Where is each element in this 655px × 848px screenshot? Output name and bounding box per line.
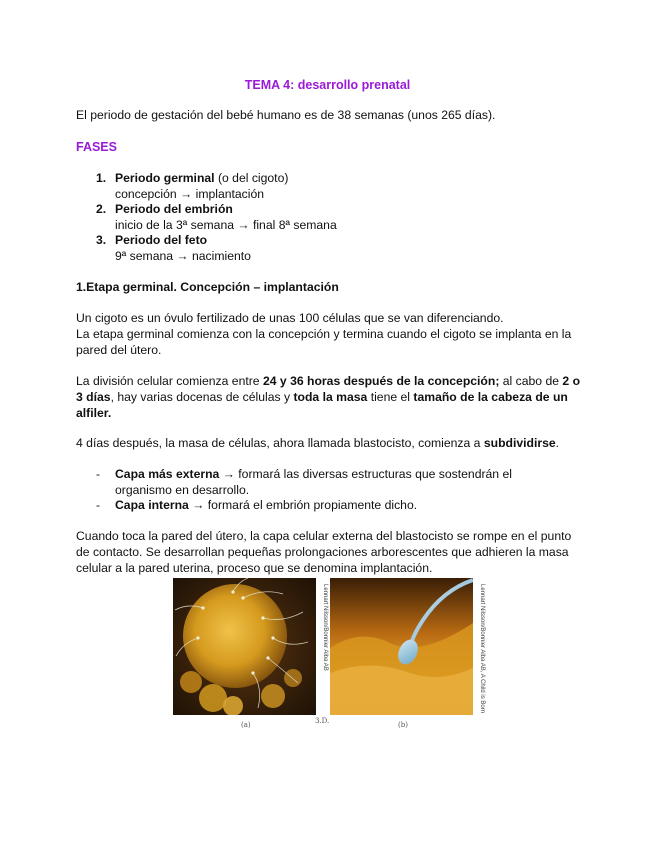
paragraph-line: La etapa germinal comienza con la concepción y termina cuando el cigoto se implanta en la pared del útero. xyxy=(76,327,572,357)
phase-item-2 xyxy=(96,201,536,233)
text-span: , hay varias docenas de células y xyxy=(110,390,294,404)
micrograph-sperm xyxy=(330,578,473,715)
layer-text: → formará el embrión propiamente dicho. xyxy=(188,498,418,512)
figure-caption-mid: 3.D. xyxy=(315,717,330,725)
bold-span: 2 o 3 días xyxy=(76,374,581,404)
paragraph-cigoto xyxy=(76,310,576,358)
text-span: tiene el xyxy=(367,390,414,404)
figure-caption-b: (b) xyxy=(398,721,408,729)
bold-span: subdividirse xyxy=(483,436,556,450)
intro-paragraph: El periodo de gestación del bebé humano es de 38 semanas (unos 265 días). xyxy=(76,108,496,122)
text-span: al cabo de xyxy=(499,374,563,388)
sperm-image xyxy=(330,578,473,715)
paragraph-blastocisto xyxy=(76,435,576,451)
figure-caption-a: (a) xyxy=(241,721,251,729)
phase-name: Periodo del embrión xyxy=(115,202,233,216)
bold-span: 24 y 36 horas después de la concepción; xyxy=(262,374,500,388)
text-span: 4 días después, la masa de células, ahora llamada blastocisto, comienza a xyxy=(76,436,484,450)
text-span: . xyxy=(555,436,560,450)
layer-text: → formará las diversas estructuras que sostendrán el organismo en desarrollo. xyxy=(115,467,512,497)
list-dash: - xyxy=(96,467,101,481)
micrograph-ovum xyxy=(173,578,316,715)
section-heading: 1.Etapa germinal. Concepción – implantación xyxy=(76,280,339,294)
fases-heading: FASES xyxy=(76,140,117,154)
image-credit-b: Lennart Nilsson/Bonnier Alba AB, A Child is Born xyxy=(479,584,485,714)
layer-name: Capa más externa xyxy=(115,467,220,481)
image-credit-a: Lennart Nilsson/Bonnier Alba AB xyxy=(322,584,328,671)
list-dash: - xyxy=(96,498,101,512)
phase-number: 3. xyxy=(96,233,107,247)
phase-item-3 xyxy=(96,232,536,264)
paragraph-line: Un cigoto es un óvulo fertilizado de unas 100 células que se van diferenciando. xyxy=(76,311,504,325)
layer-item-outer xyxy=(96,466,556,498)
phase-number: 2. xyxy=(96,202,107,216)
phase-item-1 xyxy=(96,170,536,202)
layer-item-inner xyxy=(96,497,556,513)
phase-extra: (o del cigoto) xyxy=(214,171,289,185)
ovum-image xyxy=(173,578,316,715)
bold-span: tamaño de la cabeza de un alfiler. xyxy=(76,390,568,420)
paragraph-implantacion: Cuando toca la pared del útero, la capa celular externa del blastocisto se rompe en el punto de contacto. Se desarrollan pequeñas prolongaciones arborescentes que adhieren la masa celular a la pared uterina, proceso que se denomina implantación. xyxy=(76,529,572,575)
phase-detail: concepción → implantación xyxy=(115,187,265,201)
layer-name: Capa interna xyxy=(115,498,189,512)
text-span: La división celular comienza entre xyxy=(76,374,263,388)
paragraph-division xyxy=(76,373,581,421)
phase-name: Periodo germinal xyxy=(115,171,215,185)
phase-detail: inicio de la 3ª semana → final 8ª semana xyxy=(115,218,337,232)
phase-number: 1. xyxy=(96,171,107,185)
phase-name: Periodo del feto xyxy=(115,233,208,247)
bold-span: toda la masa xyxy=(293,390,368,404)
page-title: TEMA 4: desarrollo prenatal xyxy=(244,78,411,92)
phase-detail: 9ª semana → nacimiento xyxy=(115,249,251,263)
